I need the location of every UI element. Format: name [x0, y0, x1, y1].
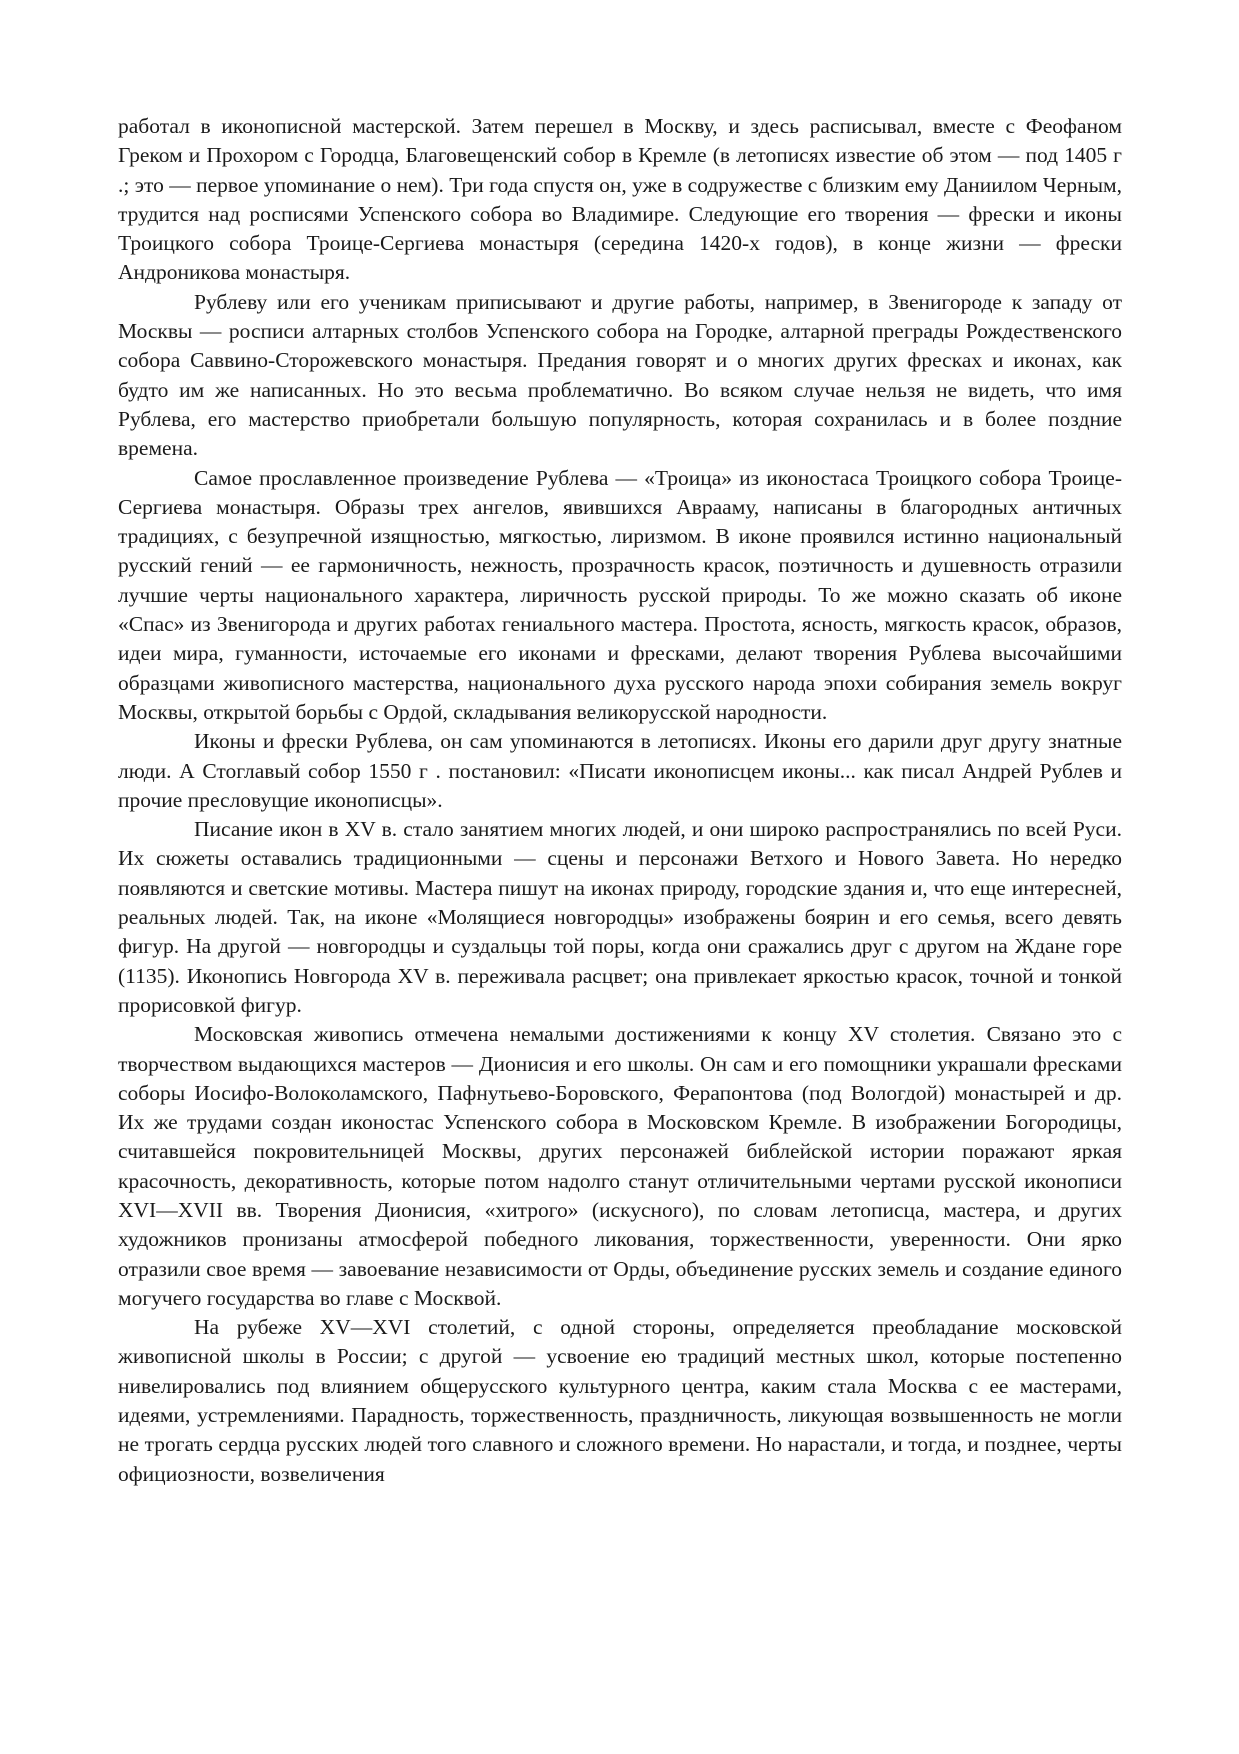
paragraph-2: Рублеву или его ученикам приписывают и другие работы, например, в Звенигороде к западу от Москвы — росписи алтарных столбов Успенского собора на Городке, алтарной преграды Рождественского собора Саввино-Сторожевского монастыря. Предания говорят и о многих других фресках и иконах, как будто им же написанных. Но это весьма проблематично. Во всяком случае нельзя не видеть, что имя Рублева, его мастерство приобретали большую популярность, которая сохранилась и в более поздние времена.: [118, 289, 1122, 461]
paragraph-4: Иконы и фрески Рублева, он сам упоминаются в летописях. Иконы его дарили друг другу знатные люди. А Стоглавый собор 1550 г . постановил: «Писати иконописцем иконы... как писал Андрей Рублев и прочие пресловущие иконописцы».: [118, 729, 1122, 812]
paragraph-7: На рубеже XV—XVI столетий, с одной стороны, определяется преобладание московской живописной школы в России; с другой — усвоение ею традиций местных школ, которые постепенно нивелировались под влиянием общерусского культурного центра, каким стала Москва с ее мастерами, идеями, устремлениями. Парадность, торжественность, праздничность, ликующая возвышенность не могли не трогать сердца русских людей того славного и сложного времени. Но нарастали, и тогда, и позднее, черты официозности, возвеличения: [118, 1315, 1122, 1486]
paragraph-3: Самое прославленное произведение Рублева — «Троица» из иконостаса Троицкого собора Троице-Сергиева монастыря. Образы трех ангелов, явившихся Аврааму, написаны в благородных античных традициях, с безупречной изящностью, мягкостью, лиризмом. В иконе проявился истинно национальный русский гений — ее гармоничность, нежность, прозрачность красок, поэтичность и душевность отразили лучшие черты национального характера, лиричность русской природы. То же можно сказать об иконе «Спас» из Звенигорода и других работах гениального мастера. Простота, ясность, мягкость красок, образов, идеи мира, гуманности, источаемые его иконами и фресками, делают творения Рублева высочайшими образцами живописного мастерства, национального духа русского народа эпохи собирания земель вокруг Москвы, открытой борьбы с Ордой, складывания великорусской народности.: [118, 465, 1122, 724]
document-page: [118, 112, 1122, 1489]
paragraph-5: Писание икон в XV в. стало занятием многих людей, и они широко распространялись по всей Руси. Их сюжеты оставались традиционными — сцены и персонажи Ветхого и Нового Завета. Но нередко появляются и светские мотивы. Мастера пишут на иконах природу, городские здания и, что еще интересней, реальных людей. Так, на иконе «Молящиеся новгородцы» изображены боярин и его семья, всего девять фигур. На другой — новгородцы и суздальцы той поры, когда они сражались друг с другом на Ждане горе (1135). Иконопись Новгорода XV в. переживала расцвет; она привлекает яркостью красок, точной и тонкой прорисовкой фигур.: [118, 817, 1122, 1017]
paragraph-6: Московская живопись отмечена немалыми достижениями к концу XV столетия. Связано это с творчеством выдающихся мастеров — Дионисия и его школы. Он сам и его помощники украшали фресками соборы Иосифо-Волоколамского, Пафнутьево-Боровского, Ферапонтова (под Вологдой) монастырей и др. Их же трудами создан иконостас Успенского собора в Московском Кремле. В изображении Богородицы, считавшейся покровительницей Москвы, других персонажей библейской истории поражают яркая красочность, декоративность, которые потом надолго станут отличительными чертами русской иконописи XVI—XVII вв. Творения Дионисия, «хитрого» (искусного), по словам летописца, мастера, и других художников пронизаны атмосферой победного ликования, торжественности, уверенности. Они ярко отразили свое время — завоевание независимости от Орды, объединение русских земель и создание единого могучего государства во главе с Москвой.: [118, 1022, 1122, 1310]
paragraph-1: работал в иконописной мастерской. Затем перешел в Москву, и здесь расписывал, вместе с Феофаном Греком и Прохором с Городца, Благовещенский собор в Кремле (в летописях известие об этом — под 1405 г .; это — первое упоминание о нем). Три года спустя он, уже в содружестве с близким ему Даниилом Черным, трудится над росписями Успенского собора во Владимире. Следующие его творения — фрески и иконы Троицкого собора Троице-Сергиева монастыря (середина 1420-х годов), в конце жизни — фрески Андроникова монастыря.: [118, 114, 1122, 285]
